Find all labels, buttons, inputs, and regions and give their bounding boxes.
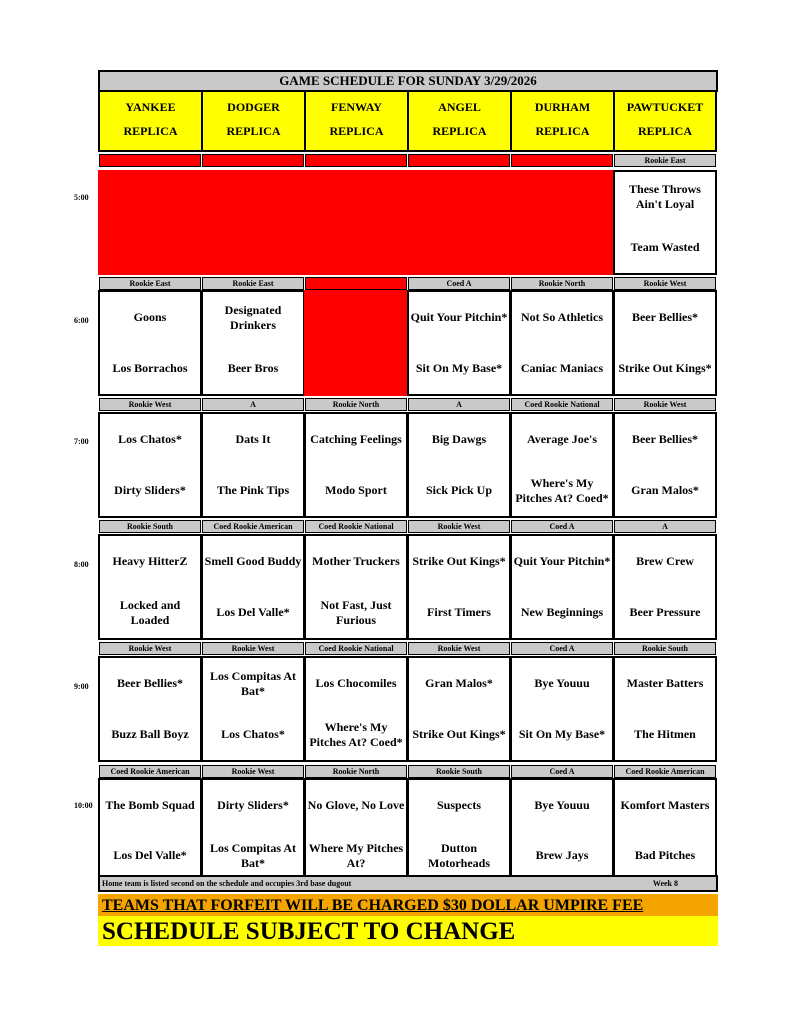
away-team: Gran Malos* [425,676,493,690]
unscheduled-block [304,290,408,396]
away-team: Quit Your Pitchin* [410,310,508,324]
away-team: Catching Feelings [310,432,402,446]
division-label [511,154,613,167]
home-team: Not Fast, Just Furious [320,597,392,627]
game-cell [304,778,408,883]
away-team: Not So Athletics [521,310,603,324]
division-label: Rookie South [99,520,201,533]
home-team: Los Del Valle* [216,605,290,619]
home-team: Dirty Sliders* [114,483,186,497]
field-subtitle: REPLICA [226,124,281,138]
home-team: Los Borrachos [112,361,188,375]
game-cell [510,412,614,518]
division-label [202,154,304,167]
division-label [99,154,201,167]
away-team: Mother Truckers [312,554,400,568]
home-team: Caniac Maniacs [520,361,604,375]
game-cell [613,170,717,275]
field-header [407,92,510,152]
game-cell [98,412,202,518]
division-label: Coed A [408,277,510,290]
time-label: 8:00 [74,560,89,569]
away-team: Los Chatos* [118,432,182,446]
division-label: Coed Rookie American [99,765,201,778]
home-team: Strike Out Kings* [618,361,712,375]
week-label: Week 8 [652,879,678,888]
time-label: 7:00 [74,437,89,446]
unscheduled-block [510,170,614,275]
division-label: Coed A [511,642,613,655]
home-team: Where's My Pitches At? Coed* [515,475,609,505]
field-subtitle: REPLICA [123,124,178,138]
home-team: Strike Out Kings* [412,727,506,741]
division-label: Rookie North [305,765,407,778]
division-label: A [408,398,510,411]
home-team: Brew Jays [535,848,589,863]
game-cell [613,778,717,883]
division-label: Rookie East [202,277,304,290]
division-label [305,154,407,167]
division-label: Rookie South [408,765,510,778]
division-label: Rookie West [614,398,716,411]
home-team: Buzz Ball Boyz [111,727,189,741]
field-name: ANGEL [438,100,481,114]
field-header [510,92,613,152]
away-team: No Glove, No Love [307,797,405,812]
division-label: Rookie West [99,642,201,655]
game-cell [201,534,305,640]
home-team: Los Chatos* [221,727,285,741]
home-team: Where's My Pitches At? Coed* [309,719,403,749]
game-cell [201,290,305,396]
home-team: Los Del Valle* [113,848,187,863]
away-team: Komfort Masters [620,797,710,812]
away-team: These Throws Ain't Loyal [629,182,701,212]
field-subtitle: REPLICA [637,124,692,138]
division-label: Rookie North [511,277,613,290]
field-header [304,92,407,152]
game-cell [510,534,614,640]
division-label: Rookie East [614,154,716,167]
away-team: The Bomb Squad [105,797,195,812]
game-cell [98,778,202,883]
game-cell [304,656,408,762]
division-label: Rookie West [408,642,510,655]
time-label: 10:00 [74,801,93,810]
home-team: Bad Pitches [634,848,696,863]
home-team: Sick Pick Up [425,483,492,497]
field-subtitle: REPLICA [535,124,590,138]
home-team: Dutton Motorheads [428,840,490,870]
division-label: Coed Rookie National [305,520,407,533]
game-cell [407,412,511,518]
home-team: Sit On My Base* [518,727,606,741]
division-label: Coed Rookie National [305,642,407,655]
home-team: Beer Bros [227,361,279,375]
game-cell [407,290,511,396]
game-cell [407,534,511,640]
home-team: Gran Malos* [631,483,699,497]
field-header [98,92,201,152]
division-label: Coed Rookie American [202,520,304,533]
schedule-footer [98,875,718,892]
home-team: First Timers [427,605,491,619]
home-team: Team Wasted [630,240,700,255]
division-label [408,154,510,167]
home-team: The Pink Tips [216,483,290,497]
division-label: Rookie West [202,765,304,778]
away-team: Bye Youuu [534,676,590,690]
division-label: A [202,398,304,411]
unscheduled-block [407,170,511,275]
game-cell [510,656,614,762]
division-label: Coed A [511,765,613,778]
away-team: Master Batters [626,676,704,690]
field-name: YANKEE [125,100,176,114]
game-cell [510,290,614,396]
home-team-note: Home team is listed second on the schedule and occupies 3rd base dugout [102,879,352,888]
division-label: Rookie West [614,277,716,290]
game-cell [613,290,717,396]
field-name: DODGER [227,100,280,114]
game-cell [613,656,717,762]
game-cell [407,656,511,762]
home-team: Los Compitas At Bat* [209,840,296,870]
field-subtitle: REPLICA [432,124,487,138]
away-team: Big Dawgs [431,432,487,446]
field-subtitle: REPLICA [329,124,384,138]
away-team: Bye Youuu [534,797,590,812]
away-team: Beer Bellies* [116,676,184,690]
away-team: Designated Drinkers [224,302,282,332]
away-team: Los Compitas At Bat* [209,668,296,698]
division-label: Rookie North [305,398,407,411]
division-label [305,277,407,290]
away-team: Dats It [235,432,271,446]
schedule-title: GAME SCHEDULE FOR SUNDAY 3/29/2026 [98,70,718,92]
game-cell [613,412,717,518]
home-team: Sit On My Base* [415,361,503,375]
field-name: PAWTUCKET [626,100,704,114]
away-team: Beer Bellies* [631,310,699,324]
division-label: Coed Rookie American [614,765,716,778]
division-label: Rookie West [99,398,201,411]
unscheduled-block [304,170,408,275]
time-label: 6:00 [74,316,89,325]
change-notice: SCHEDULE SUBJECT TO CHANGE [98,916,718,946]
forfeit-notice: TEAMS THAT FORFEIT WILL BE CHARGED $30 DOLLAR UMPIRE FEE [98,894,718,916]
game-cell [304,412,408,518]
home-team: The Hitmen [634,727,696,741]
away-team: Strike Out Kings* [412,554,506,568]
game-cell [201,778,305,883]
game-cell [613,534,717,640]
division-label: Coed A [511,520,613,533]
division-label: Rookie South [614,642,716,655]
game-cell [98,290,202,396]
home-team: New Beginnings [520,605,604,619]
time-label: 5:00 [74,193,89,202]
away-team: Goons [133,310,167,324]
unscheduled-block [98,170,202,275]
away-team: Smell Good Buddy [204,554,302,568]
division-label: Rookie West [202,642,304,655]
game-cell [510,778,614,883]
away-team: Heavy HitterZ [112,554,188,568]
home-team: Beer Pressure [629,605,701,619]
home-team: Where My Pitches At? [308,840,404,870]
field-header [201,92,304,152]
game-cell [98,534,202,640]
away-team: Suspects [436,797,481,812]
away-team: Average Joe's [526,432,598,446]
home-team: Modo Sport [325,483,387,497]
division-label: A [614,520,716,533]
division-label: Rookie West [408,520,510,533]
away-team: Brew Crew [636,554,694,568]
game-cell [201,412,305,518]
away-team: Quit Your Pitchin* [513,554,611,568]
division-label: Rookie East [99,277,201,290]
field-name: DURHAM [534,100,591,114]
unscheduled-block [201,170,305,275]
game-cell [201,656,305,762]
away-team: Los Chocomiles [315,676,397,690]
home-team: Locked and Loaded [119,597,181,627]
time-label: 9:00 [74,682,89,691]
away-team: Beer Bellies* [631,432,699,446]
away-team: Dirty Sliders* [217,797,289,812]
game-cell [407,778,511,883]
game-cell [304,534,408,640]
field-header [613,92,717,152]
division-label: Coed Rookie National [511,398,613,411]
game-cell [98,656,202,762]
field-name: FENWAY [331,100,382,114]
